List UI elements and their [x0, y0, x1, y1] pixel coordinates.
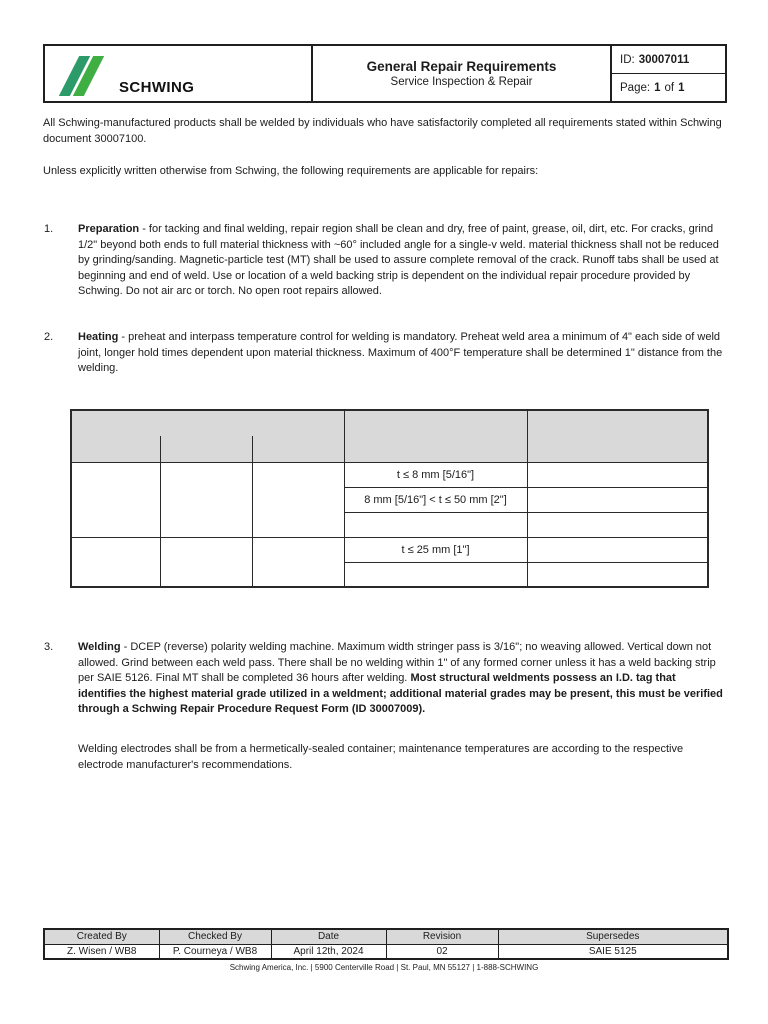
item-body: - preheat and interpass temperature control for welding is mandatory. Preheat weld area a minimum of 4" each side of weld joint, longer hold times dependent upon material thickness. Maximum of 400°F temperature shall be determined 1" distance from the welding. [78, 331, 723, 374]
group2-cell-1 [71, 537, 160, 587]
item-number: 3. [44, 641, 54, 653]
schwing-logo [67, 54, 297, 96]
table-row [71, 537, 708, 562]
value-cell [527, 462, 708, 487]
item-body: - for tacking and final welding, repair region shall be clean and dry, free of paint, grease, oil, dirt, etc. For cracks, grind 1/2" beyond both ends to full material thickness with ~60° included angle for a single-v weld. material thickness shall not be reduced by grinding/sanding. Magnetic-particle test (MT) shall be used to assure complete removal of the crack. Runoff tabs shall be used at beginning and end of weld. Use or location of a weld backing strip is dependent on the individual repair procedure provided by Schwing. Do not air arc or torch. No open root repairs allowed. [78, 223, 719, 297]
electrode-note: Welding electrodes shall be from a hermetically-sealed container; maintenance temperatures are according to the respective electrode manufacturer's recommendations. [78, 743, 684, 771]
approval-header-row [44, 929, 728, 944]
item-number: 2. [44, 331, 54, 343]
checked-by-value: P. Courneya / WB8 [159, 944, 271, 959]
subheader-cell-1 [71, 436, 160, 462]
table-header-row-top [71, 410, 708, 436]
page-total: 1 [678, 81, 685, 94]
item-body-bold: Most structural weldments possess an I.D. tag that identifies the highest material grade utilized in a weldment; additional material grades may be present, this must be verified through a Schwing Repair Procedure Request Form (ID 30007009). [78, 672, 723, 715]
date-value: April 12th, 2024 [271, 944, 386, 959]
supersedes-value: SAIE 5125 [498, 944, 728, 959]
created-by-header: Created By [44, 929, 159, 944]
intro-paragraph-1: All Schwing-manufactured products shall be welded by individuals who have satisfactorily completed all requirements stated within Schwing document 30007100. [43, 117, 722, 145]
list-item-preparation [44, 222, 726, 300]
list-item-welding [44, 640, 726, 718]
document-subtitle: Service Inspection & Repair [390, 75, 533, 88]
thickness-range: t ≤ 8 mm [5/16"] [344, 462, 527, 487]
item-text [78, 222, 726, 300]
item-body: - DCEP (reverse) polarity welding machine. Maximum width stringer pass is 3/16"; no weaving allowed. Vertical down not allowed. Grind between each weld pass. There shall be no welding within 1" of any formed corner unless it has a weld backing strip per SAIE 5126. Final MT shall be completed 36 hours after welding. [78, 641, 716, 684]
id-value: 30007011 [638, 53, 690, 66]
supersedes-header: Supersedes [498, 929, 728, 944]
document-title: General Repair Requirements [366, 58, 557, 74]
item-title: Preparation [78, 223, 140, 235]
thickness-range: t ≤ 25 mm [1"] [344, 537, 527, 562]
thickness-range [344, 562, 527, 587]
item-title: Welding [78, 641, 121, 653]
title-cell [313, 46, 612, 101]
group2-cell-3 [252, 537, 344, 587]
page-label: Page: [620, 81, 651, 94]
created-by-value: Z. Wisen / WB8 [44, 944, 159, 959]
header-thickness-cell [344, 410, 527, 462]
logo-slash-icon [69, 56, 94, 96]
list-item-heating [44, 330, 726, 377]
item-text [78, 330, 726, 377]
date-header: Date [271, 929, 386, 944]
value-cell [527, 537, 708, 562]
revision-value: 02 [386, 944, 498, 959]
group1-cell-2 [160, 462, 252, 537]
page-indicator [612, 74, 725, 101]
thickness-range [344, 512, 527, 537]
value-cell [527, 487, 708, 512]
subheader-cell-3 [252, 436, 344, 462]
table-row [71, 462, 708, 487]
logo-cell [45, 46, 313, 101]
page-of: of [664, 81, 675, 94]
header-merged-cell [71, 410, 344, 436]
document-id [612, 46, 725, 74]
preheat-thickness-table [70, 409, 709, 588]
approval-value-row [44, 944, 728, 959]
header-temp-cell [527, 410, 708, 462]
value-cell [527, 512, 708, 537]
checked-by-header: Checked By [159, 929, 271, 944]
page-number: 1 [654, 81, 661, 94]
company-address-line: Schwing America, Inc. | 5900 Centerville Road | St. Paul, MN 55127 | 1-888-SCHWING [229, 963, 539, 972]
group1-cell-3 [252, 462, 344, 537]
item-text [78, 640, 726, 718]
id-cell [612, 46, 725, 101]
item-number: 1. [44, 223, 54, 235]
item-title: Heating [78, 331, 119, 343]
intro-paragraph-2: Unless explicitly written otherwise from Schwing, the following requirements are applicable for repairs: [43, 165, 539, 177]
group2-cell-2 [160, 537, 252, 587]
document-header [43, 44, 727, 103]
group1-cell-1 [71, 462, 160, 537]
value-cell [527, 562, 708, 587]
revision-header: Revision [386, 929, 498, 944]
thickness-range: 8 mm [5/16"] < t ≤ 50 mm [2"] [344, 487, 527, 512]
approval-table [43, 928, 729, 960]
subheader-cell-2 [160, 436, 252, 462]
id-label: ID: [620, 53, 635, 66]
brand-name: SCHWING [119, 79, 195, 96]
